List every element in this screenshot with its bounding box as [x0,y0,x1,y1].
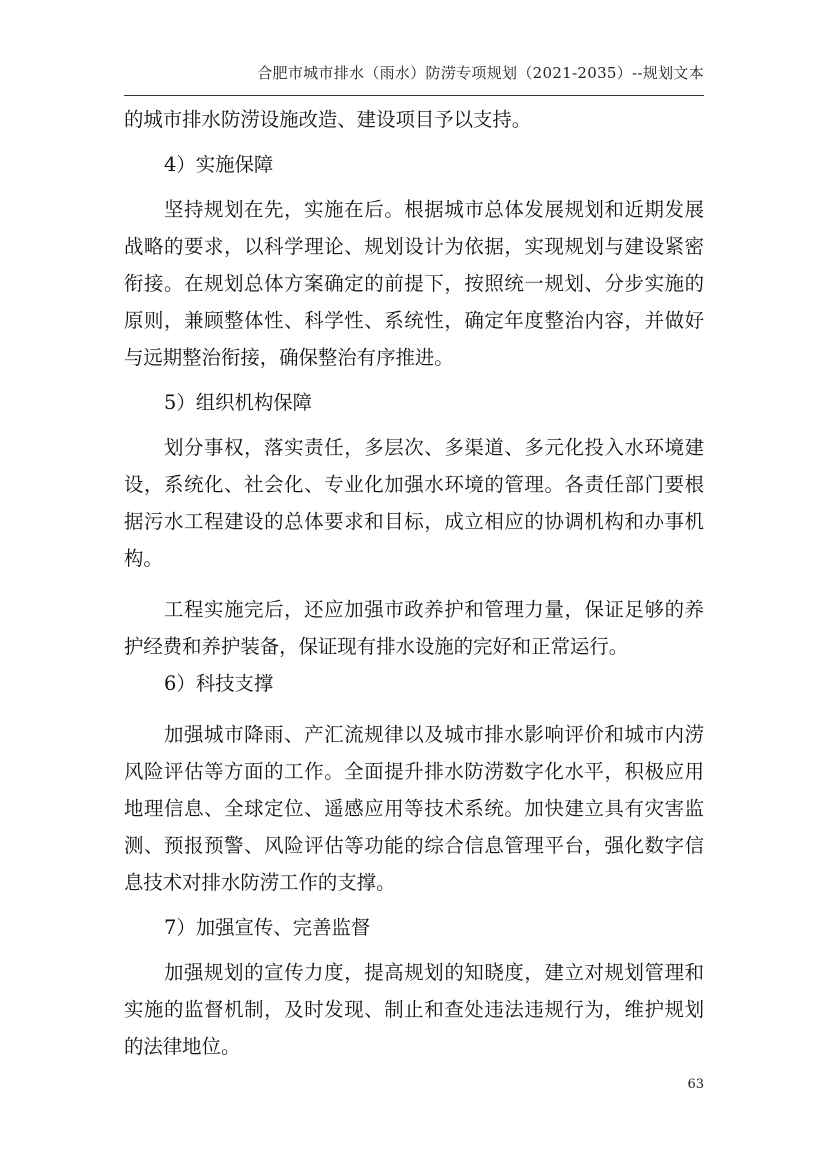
document-body [124,101,704,1065]
section-heading-publicity: 7）加强宣传、完善监督 [164,916,371,939]
section-heading-organization: 5）组织机构保障 [164,391,313,414]
section-heading-technology: 6）科技支撑 [164,672,274,695]
paragraph-maintenance: 工程实施完后，还应加强市政养护和管理力量，保证足够的养护经费和养护装备，保证现有排水设施的完好和正常运行。 [124,598,704,658]
header-divider [124,95,704,96]
paragraph-continued: 的城市排水防涝设施改造、建设项目予以支持。 [124,108,532,131]
paragraph-implementation: 坚持规划在先，实施在后。根据城市总体发展规划和近期发展战略的要求，以科学理论、规划设计为依据，实现规划与建设紧密衔接。在规划总体方案确定的前提下，按照统一规划、分步实施的原则，兼顾整体性、科学性、系统性，确定年度整治内容，并做好与远期整治衔接，确保整治有序推进。 [124,198,704,369]
paragraph-organization: 划分事权，落实责任，多层次、多渠道、多元化投入水环境建设，系统化、社会化、专业化加强水环境的管理。各责任部门要根据污水工程建设的总体要求和目标，成立相应的协调机构和办事机构。 [124,436,704,570]
paragraph-publicity: 加强规划的宣传力度，提高规划的知晓度，建立对规划管理和实施的监督机制，及时发现、制止和查处违法违规行为，维护规划的法律地位。 [124,961,704,1058]
paragraph-technology: 加强城市降雨、产汇流规律以及城市排水影响评价和城市内涝风险评估等方面的工作。全面提升排水防涝数字化水平，积极应用地理信息、全球定位、遥感应用等技术系统。加快建立具有灾害监测、预报预警、风险评估等功能的综合信息管理平台，强化数字信息技术对排水防涝工作的支撑。 [124,723,704,894]
page-number: 63 [687,1077,704,1092]
running-header: 合肥市城市排水（雨水）防涝专项规划（2021-2035）--规划文本 [257,64,704,82]
section-heading-implementation: 4）实施保障 [164,153,274,176]
